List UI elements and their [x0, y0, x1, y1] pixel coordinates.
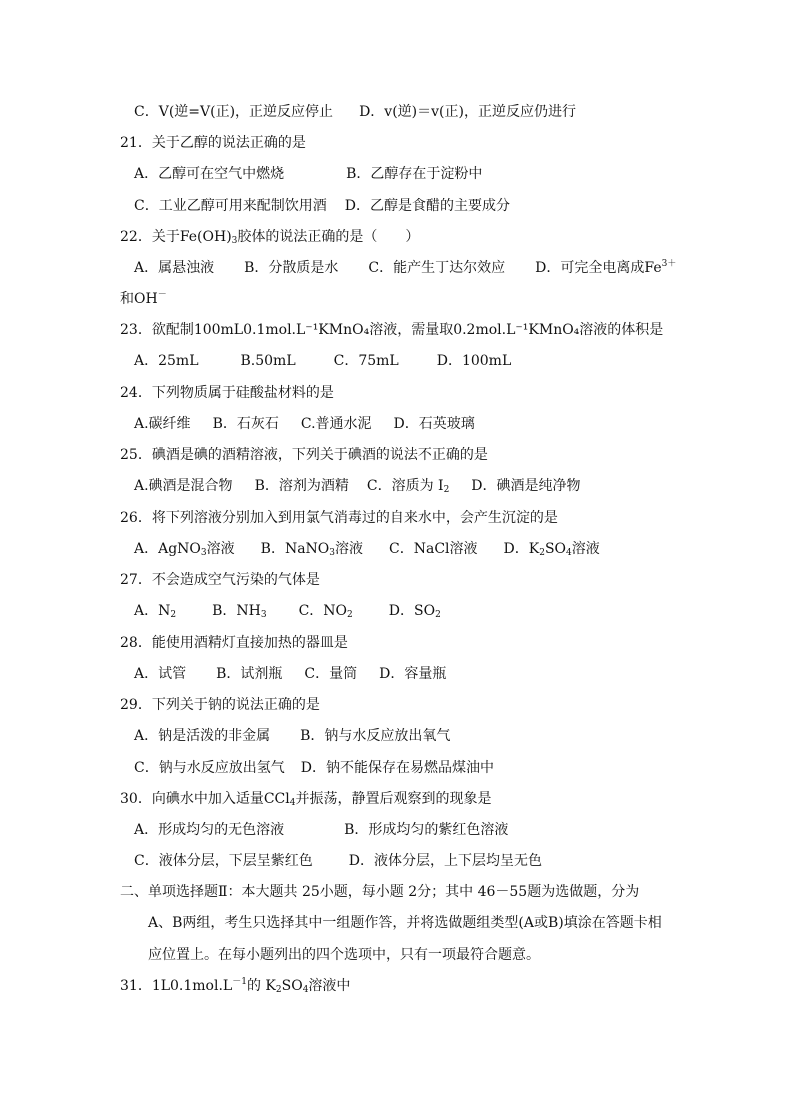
q20-option-c: C．V(逆=V(正)，正逆反应停止	[134, 104, 334, 120]
q29-options-cd	[134, 758, 494, 778]
q24-stem: 24．下列物质属于硅酸盐材料的是	[120, 385, 334, 401]
q25-stem: 25．碘酒是碘的酒精溶液，下列关于碘酒的说法不正确的是	[120, 447, 488, 463]
q28-option-c: C．量筒	[304, 666, 358, 682]
q29-option-c: C．钠与水反应放出氢气	[134, 760, 285, 776]
q26-options	[134, 539, 600, 559]
q25-option-d: D．碘酒是纯净物	[471, 478, 581, 494]
q27-options	[134, 601, 441, 621]
q20-options-cd	[134, 102, 576, 122]
q23-options	[134, 351, 511, 371]
q29-stem: 29．下列关于钠的说法正确的是	[120, 697, 320, 713]
q25-option-a: A.碘酒是混合物	[134, 478, 233, 494]
q21-options-cd	[134, 196, 510, 216]
section2-heading: 二、单项选择题Ⅱ：本大题共 25小题，每小题 2分；其中 46－55题为选做题，分为	[120, 884, 640, 900]
q28-option-a: A．试管	[134, 666, 187, 682]
q30-option-b: B．形成均匀的紫红色溶液	[344, 822, 509, 838]
q21-option-d: D．乙醇是食醋的主要成分	[344, 198, 510, 214]
q22-option-b: B．分散质是水	[244, 260, 339, 276]
q22-option-d-continued: 和OH－	[120, 290, 167, 307]
q24-option-b: B．石灰石	[212, 416, 279, 432]
q28-option-b: B．试剂瓶	[216, 666, 283, 682]
q24-option-d: D．石英玻璃	[393, 416, 475, 432]
q30-options-ab	[134, 820, 508, 840]
q21-options-ab	[134, 164, 482, 184]
q21-option-b: B．乙醇存在于淀粉中	[346, 166, 483, 182]
q30-option-d: D．液体分层，上下层均呈无色	[348, 853, 542, 869]
q23-option-a: A．25mL	[134, 353, 199, 369]
q27-stem: 27．不会造成空气污染的气体是	[120, 572, 320, 588]
q26-option-b: B．NaNO$_3$溶液	[260, 541, 364, 558]
q23-option-c: C．75mL	[333, 353, 399, 369]
q23-option-d: D．100mL	[436, 353, 512, 369]
q24-option-c: C.普通水泥	[300, 416, 372, 432]
q29-options-ab	[134, 726, 450, 746]
q25-option-b: B．溶剂为酒精	[254, 478, 349, 494]
q29-option-d: D．钠不能保存在易燃品煤油中	[300, 760, 494, 776]
q25-option-c: C．溶质为 $I_2$	[366, 478, 450, 495]
q27-option-a: A．$N_2$	[134, 603, 177, 620]
q22-stem: 22．关于$Fe(OH)_3$胶体的说法正确的是（ ）	[120, 229, 420, 246]
q25-options	[134, 476, 581, 496]
q30-option-a: A．形成均匀的无色溶液	[134, 822, 285, 838]
q22-option-c: C．能产生丁达尔效应	[368, 260, 506, 276]
q27-option-b: B．$NH_3$	[212, 603, 267, 620]
q27-option-c: C．$NO_2$	[298, 603, 353, 620]
q24-options	[134, 414, 475, 434]
q26-option-a: A．AgNO$_3$溶液	[134, 541, 235, 558]
q28-stem: 28．能使用酒精灯直接加热的器皿是	[120, 635, 348, 651]
q21-option-a: A．乙醇可在空气中燃烧	[134, 166, 285, 182]
q22-options	[134, 258, 676, 278]
q21-option-c: C．工业乙醇可用来配制饮用酒	[134, 198, 327, 214]
q27-option-d: D．$SO_2$	[388, 603, 441, 620]
q29-option-a: A．钠是活泼的非金属	[134, 728, 271, 744]
q30-stem: 30．向碘水中加入适量CCl$_4$并振荡，静置后观察到的现象是	[120, 791, 492, 808]
q30-options-cd	[134, 851, 542, 871]
q22-option-d: D．可完全电离成$Fe^{3+}$	[535, 259, 677, 276]
q28-option-d: D．容量瓶	[379, 666, 447, 682]
q21-stem: 21．关于乙醇的说法正确的是	[120, 135, 306, 151]
q30-option-c: C．液体分层，下层呈紫红色	[134, 853, 313, 869]
section2-instructions-line3: 应位置上。在每小题列出的四个选项中，只有一项最符合题意。	[148, 947, 540, 963]
section2-instructions-line2: A、B两组，考生只选择其中一组题作答，并将选做题组类型(A或B)填涂在答题卡相	[148, 915, 662, 931]
q29-option-b: B．钠与水反应放出氧气	[300, 728, 451, 744]
q23-stem: 23．欲配制100mL0.1mol.L⁻¹KMnO₄溶液，需量取0.2mol.L⁻¹KMnO₄溶液的体积是	[120, 322, 664, 338]
q26-option-d: D．$K_2SO_4$溶液	[503, 541, 600, 558]
q23-option-b: B.50mL	[240, 353, 296, 369]
q28-options	[134, 664, 446, 684]
q26-option-c: C．NaCl溶液	[389, 541, 478, 557]
q20-option-d: D．v(逆)＝v(正)，正逆反应仍进行	[359, 104, 576, 120]
q24-option-a: A.碳纤维	[134, 416, 191, 432]
q31-stem: 31．$1L0.1mol.L^{-1}$的 $K_2SO_4$溶液中	[120, 977, 351, 995]
q22-option-a: A．属悬浊液	[134, 260, 215, 276]
q26-stem: 26．将下列溶液分别加入到用氯气消毒过的自来水中，会产生沉淀的是	[120, 510, 558, 526]
